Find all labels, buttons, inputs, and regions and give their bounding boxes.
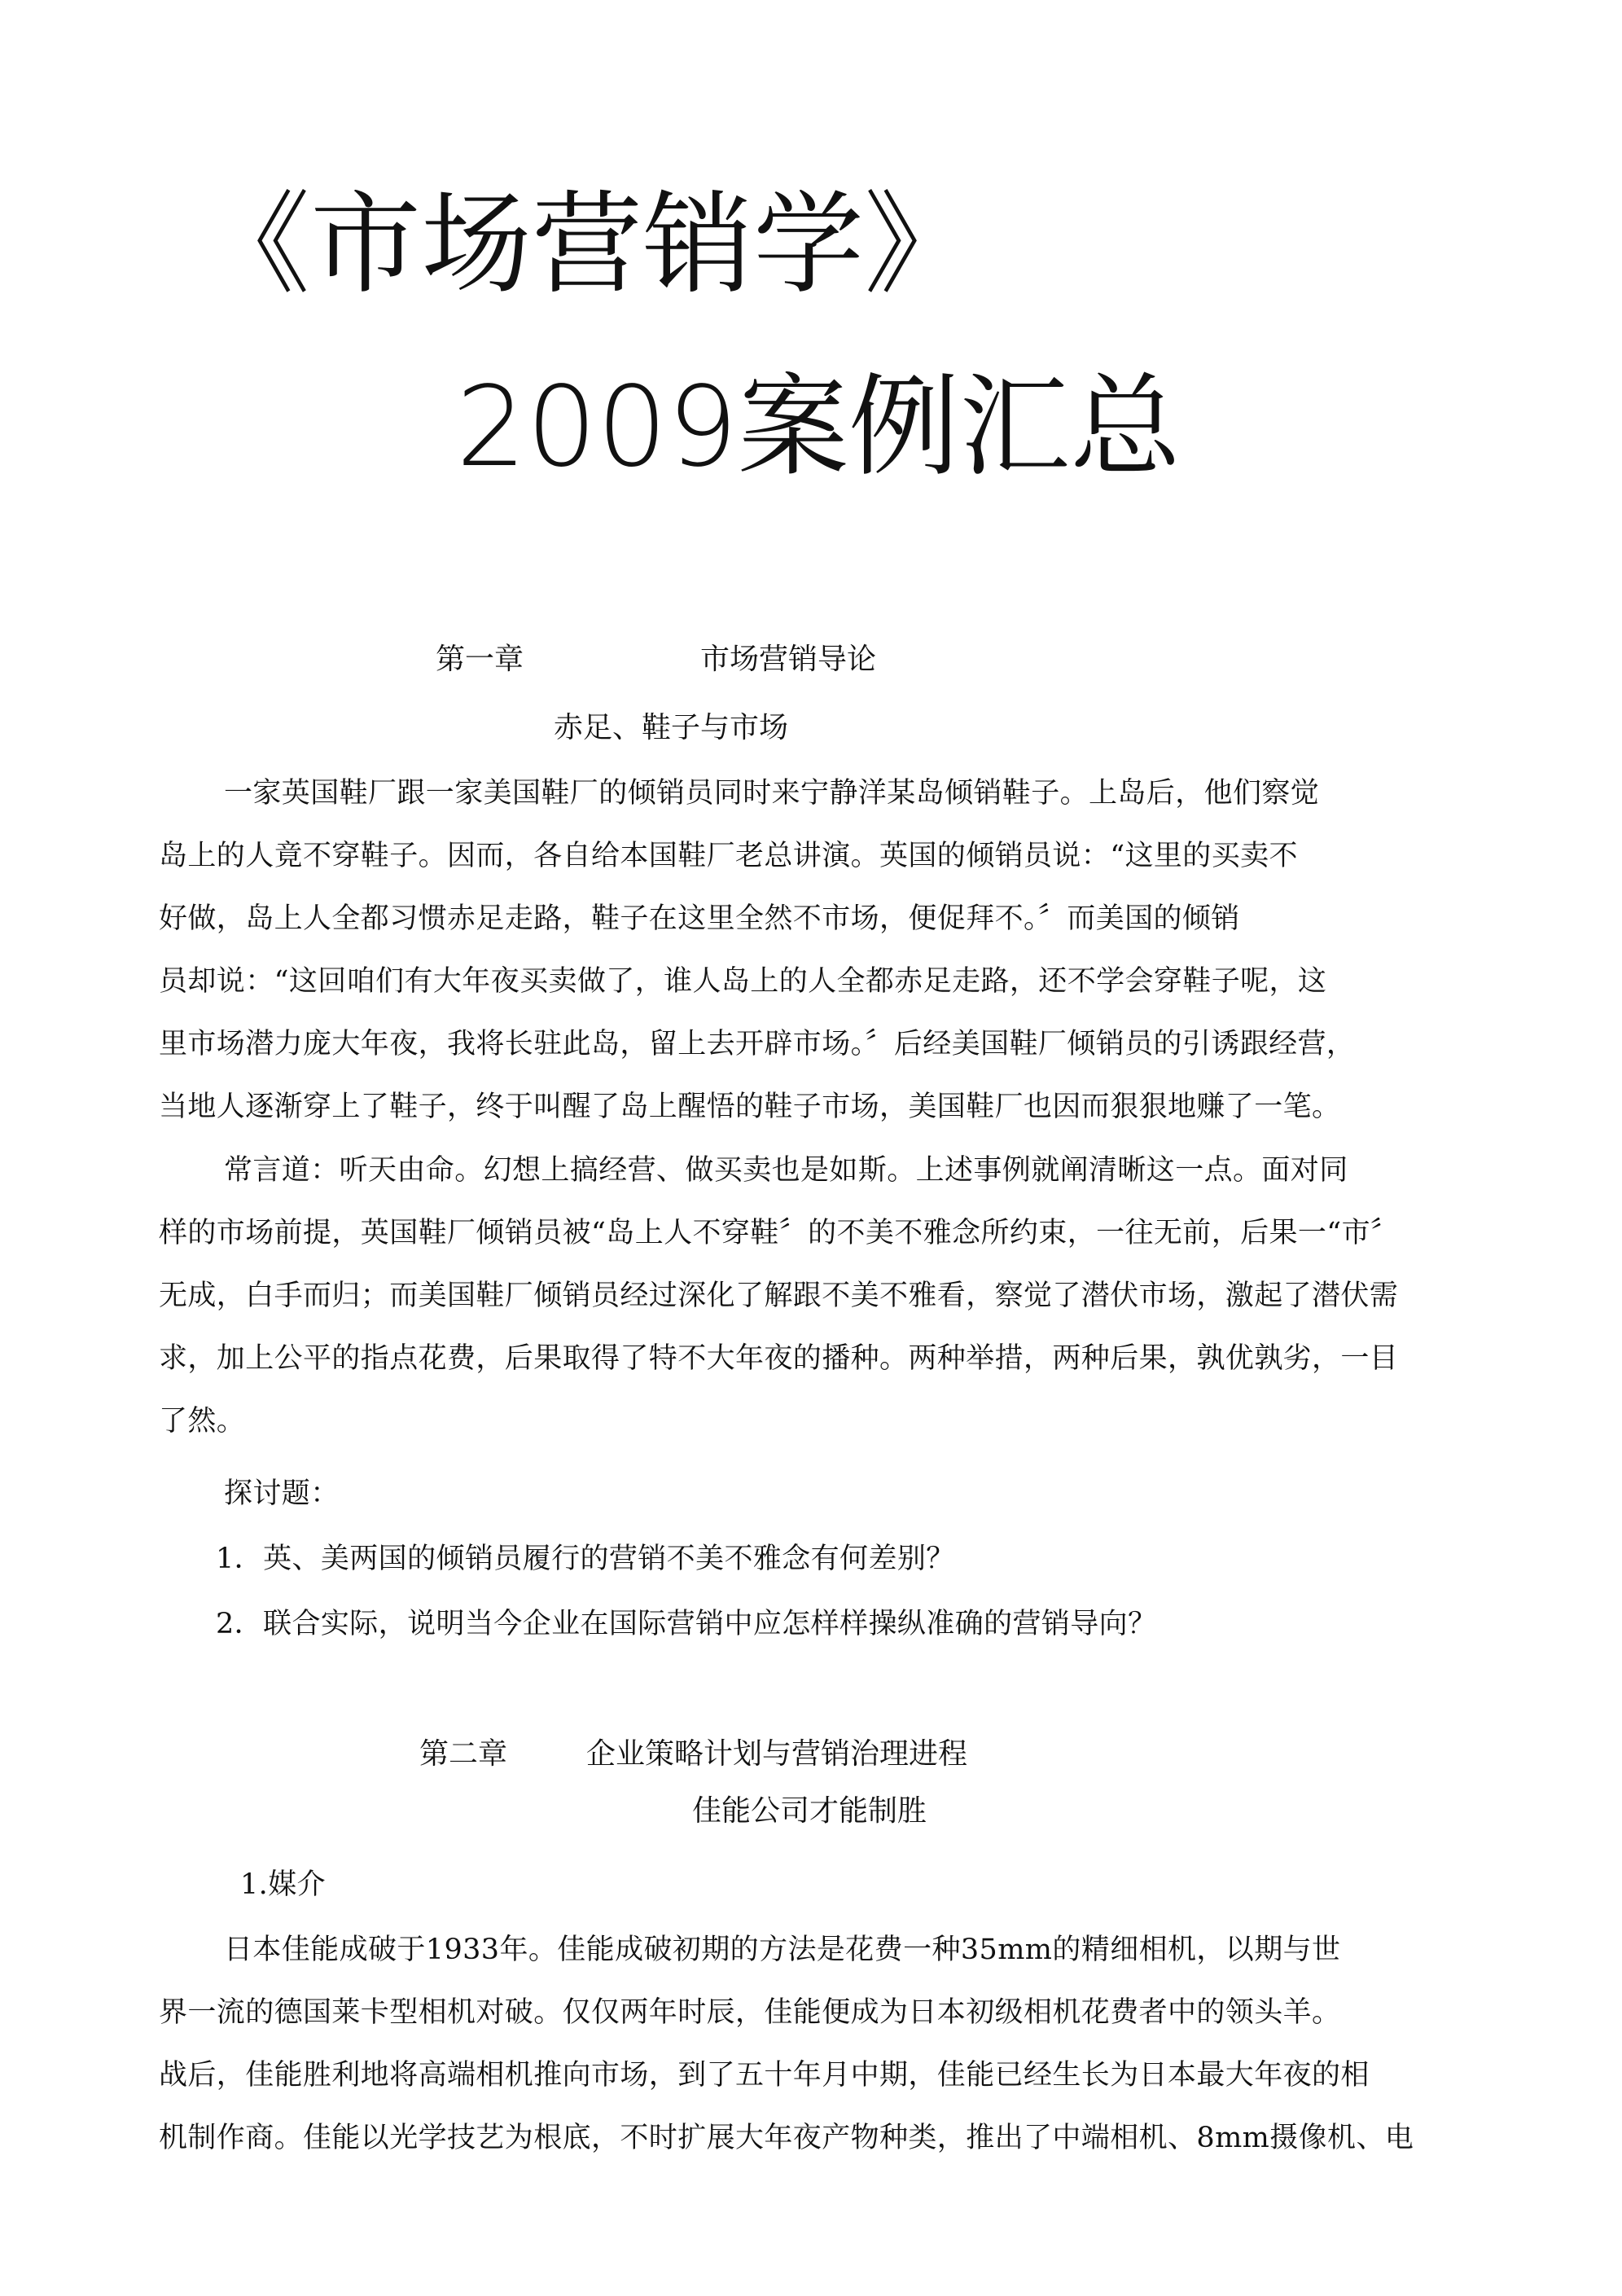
ch1-p1-line: 一家英国鞋厂跟一家美国鞋厂的倾销员同时来宁静洋某岛倾销鞋子。上岛后，他们察觉 bbox=[224, 777, 1320, 810]
ch1-p1-line: 当地人逐渐穿上了鞋子，终于叫醒了岛上醒悟的鞋子市场，美国鞋厂也因而狠狠地赚了一笔。 bbox=[159, 1091, 1341, 1123]
chapter2-label: 第二章 bbox=[419, 1737, 508, 1771]
ch1-p2-line: 求，加上公平的指点花费，后果取得了特不大年夜的播种。两种举措，两种后果，孰优孰劣，一目 bbox=[159, 1342, 1399, 1375]
discussion-label: 探讨题： bbox=[224, 1477, 340, 1510]
chapter1-label: 第一章 bbox=[436, 643, 524, 676]
document-title: 《市场营销学》 bbox=[199, 181, 975, 309]
ch1-p2-line: 常言道：听天由命。幻想上搞经营、做买卖也是如斯。上述事例就阐清晰这一点。面对同 bbox=[224, 1154, 1348, 1187]
chapter2-case-title: 佳能公司才能制胜 bbox=[692, 1794, 927, 1828]
discussion-question: 1．英、美两国的倾销员履行的营销不美不雅念有何差别？ bbox=[216, 1543, 955, 1575]
ch1-p1-line: 岛上的人竟不穿鞋子。因而，各自给本国鞋厂老总讲演。英国的倾销员说：“这里的买卖不 bbox=[159, 840, 1298, 872]
ch2-p1-line: 日本佳能成破于1933年。佳能成破初期的方法是花费一种35mm的精细相机，以期与世 bbox=[224, 1934, 1341, 1966]
ch1-p1-line: 里市场潜力庞大年夜，我将长驻此岛，留上去开辟市场。〞后经美国鞋厂倾销员的引诱跟经营， bbox=[159, 1028, 1356, 1060]
ch1-p1-line: 员却说：“这回咱们有大年夜买卖做了，谁人岛上的人全都赤足走路，还不学会穿鞋子呢，这 bbox=[159, 965, 1327, 998]
ch1-p2-line: 了然。 bbox=[159, 1405, 246, 1438]
ch2-p1-line: 界一流的德国莱卡型相机对破。仅仅两年时辰，佳能便成为日本初级相机花费者中的领头羊。 bbox=[159, 1996, 1341, 2029]
chapter1-case-title: 赤足、鞋子与市场 bbox=[554, 711, 789, 744]
ch2-p1-line: 战后，佳能胜利地将高端相机推向市场，到了五十年月中期，佳能已经生长为日本最大年夜的相 bbox=[159, 2059, 1370, 2092]
chapter2-name: 企业策略计划与营销治理进程 bbox=[586, 1737, 968, 1771]
discussion-question: 2．联合实际，说明当今企业在国际营销中应怎样样操纵准确的营销导向？ bbox=[216, 1608, 1157, 1640]
chapter1-name: 市场营销导论 bbox=[700, 643, 877, 676]
ch2-p1-line: 机制作商。佳能以光学技艺为根底，不时扩展大年夜产物种类，推出了中端相机、8mm摄像机、电 bbox=[159, 2122, 1414, 2154]
ch1-p1-line: 好做，岛上人全都习惯赤足走路，鞋子在这里全然不市场，便促拜不。〞而美国的倾销 bbox=[159, 902, 1240, 935]
section-heading: 1.媒介 bbox=[240, 1868, 326, 1901]
ch1-p2-line: 样的市场前提，英国鞋厂倾销员被“岛上人不穿鞋〞的不美不雅念所约束，一往无前，后果一“市〞 bbox=[159, 1217, 1400, 1249]
ch1-p2-line: 无成，白手而归；而美国鞋厂倾销员经过深化了解跟不美不雅看，察觉了潜伏市场，激起了潜伏需 bbox=[159, 1280, 1399, 1312]
document-subtitle: 2009案例汇总 bbox=[456, 363, 1181, 492]
